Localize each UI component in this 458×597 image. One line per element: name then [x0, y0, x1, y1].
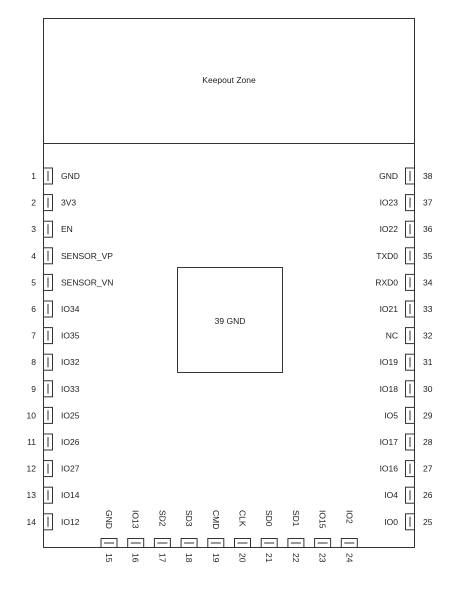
pin-number: 27	[423, 463, 433, 474]
pin-number: 8	[31, 357, 36, 368]
right-pin	[380, 221, 433, 237]
pin-label: NC	[385, 330, 398, 341]
pin-number: 28	[423, 437, 433, 447]
pin-number: 5	[31, 277, 36, 288]
pin-number: 21	[264, 553, 275, 563]
pin-number: 38	[423, 171, 433, 181]
pin-pad	[406, 461, 415, 477]
left-pin	[31, 248, 113, 264]
pin-pad	[261, 539, 277, 548]
pin-label: IO4	[384, 490, 398, 501]
pin-label: IO0	[384, 516, 398, 527]
pin-number: 11	[27, 437, 36, 447]
pin-label: IO34	[61, 304, 80, 314]
pin-label: IO26	[61, 437, 80, 447]
pin-pad	[44, 168, 53, 184]
right-pin	[380, 301, 433, 317]
pin-number: 10	[26, 410, 36, 421]
right-pin	[375, 274, 432, 290]
pin-pad	[406, 248, 415, 264]
pin-label: SENSOR_VN	[61, 277, 114, 288]
right-pin	[376, 248, 432, 264]
pin-number: 33	[423, 304, 433, 314]
bottom-pin	[181, 510, 197, 563]
pin-pad	[44, 514, 53, 530]
pin-pad	[406, 328, 415, 344]
bottom-pin	[208, 510, 224, 563]
pin-pad	[235, 539, 251, 548]
pin-label: IO32	[61, 357, 80, 368]
pin-pad	[406, 487, 415, 503]
pin-pad	[44, 301, 53, 317]
pin-number: 31	[423, 357, 433, 368]
left-pin	[31, 274, 113, 290]
right-pin	[380, 434, 433, 450]
pin-number: 30	[423, 383, 433, 394]
pin-number: 6	[31, 304, 36, 314]
right-pin	[386, 328, 433, 344]
pin-pad	[208, 539, 224, 548]
pin-label: IO35	[61, 330, 80, 341]
pin-number: 17	[157, 553, 168, 563]
pin-pad	[44, 407, 53, 423]
left-pin	[31, 328, 79, 344]
bottom-pin	[235, 510, 251, 563]
pin-label: IO19	[379, 357, 398, 368]
pin-number: 3	[31, 224, 36, 235]
right-pin-column	[375, 168, 432, 530]
pin-number: 20	[237, 553, 248, 563]
pin-pad	[44, 274, 53, 290]
left-pin	[31, 381, 79, 397]
pin-pad	[315, 539, 331, 548]
bottom-pin	[288, 510, 304, 563]
pin-number: 34	[423, 277, 433, 288]
pin-pad	[406, 434, 415, 450]
pin-number: 26	[423, 490, 433, 501]
bottom-pin	[128, 510, 144, 563]
pin-label: IO33	[61, 383, 80, 394]
bottom-pin	[315, 510, 331, 563]
pin-number: 22	[290, 553, 301, 563]
pin-label: IO23	[379, 197, 398, 208]
pin-label: IO2	[344, 510, 355, 524]
right-pin	[384, 487, 432, 503]
pin-pad	[44, 221, 53, 237]
pin-pad	[44, 354, 53, 370]
pin-label: GND	[379, 171, 398, 181]
left-pin	[27, 434, 80, 450]
left-pin	[27, 461, 80, 477]
pin-number: 23	[317, 553, 328, 563]
pin-number: 24	[344, 553, 355, 563]
pin-label: GND	[61, 171, 80, 181]
pin-pad	[288, 539, 304, 548]
pin-number: 18	[184, 553, 195, 563]
pin-label: SD1	[290, 510, 301, 527]
left-pin	[31, 301, 79, 317]
pin-label: SD3	[184, 510, 195, 527]
pin-pad	[406, 168, 415, 184]
pin-label: IO16	[379, 463, 398, 474]
left-pin	[27, 407, 80, 423]
pin-number: 2	[31, 197, 36, 208]
pin-number: 13	[26, 490, 36, 501]
pin-label: SD0	[264, 510, 275, 527]
pin-pad	[406, 514, 415, 530]
bottom-pin-row	[101, 510, 357, 563]
left-pin	[31, 354, 79, 370]
right-pin	[380, 195, 433, 211]
pin-pad	[406, 274, 415, 290]
pin-number: 9	[31, 383, 36, 394]
pin-pad	[128, 539, 144, 548]
center-ground-pad-label: 39 GND	[214, 316, 246, 326]
pin-pad	[101, 539, 117, 548]
pin-number: 12	[26, 463, 36, 474]
pin-pad	[406, 407, 415, 423]
pin-pad	[406, 354, 415, 370]
right-pin	[379, 168, 433, 184]
pin-number: 4	[31, 250, 36, 261]
bottom-pin	[154, 510, 170, 563]
right-pin	[380, 461, 433, 477]
pin-label: IO22	[379, 224, 398, 235]
right-pin	[384, 514, 432, 530]
right-pin	[384, 407, 432, 423]
pin-pad	[44, 381, 53, 397]
bottom-pin	[261, 510, 277, 563]
left-pin	[31, 221, 73, 237]
pin-label: EN	[61, 224, 73, 235]
pin-pad	[44, 195, 53, 211]
pin-label: IO15	[317, 510, 328, 529]
pin-label: IO14	[61, 490, 80, 501]
pin-label: IO5	[384, 410, 398, 421]
pin-pad	[181, 539, 197, 548]
pin-label: IO17	[379, 437, 398, 447]
bottom-pin	[101, 510, 117, 563]
pin-pad	[406, 221, 415, 237]
pin-pad	[341, 539, 357, 548]
keepout-zone-label: Keepout Zone	[202, 75, 256, 85]
pin-label: IO27	[61, 463, 80, 474]
pin-number: 16	[130, 553, 141, 563]
pin-label: IO21	[379, 304, 398, 314]
right-pin	[380, 354, 433, 370]
pin-label: 3V3	[61, 197, 77, 208]
pin-label: RXD0	[375, 277, 398, 288]
pin-label: SD2	[157, 510, 168, 527]
pin-pad	[406, 381, 415, 397]
left-pin	[27, 514, 80, 530]
pin-label: IO12	[61, 516, 80, 527]
left-pin	[27, 487, 80, 503]
pin-pad	[154, 539, 170, 548]
pin-label: IO18	[379, 383, 398, 394]
right-pin	[380, 381, 433, 397]
pin-number: 1	[31, 171, 36, 181]
pin-label: IO25	[61, 410, 80, 421]
pin-number: 14	[26, 516, 36, 527]
pin-number: 25	[423, 516, 433, 527]
pin-pad	[406, 195, 415, 211]
pin-pad	[44, 461, 53, 477]
left-pin	[31, 168, 80, 184]
pin-label: SENSOR_VP	[61, 250, 113, 261]
pin-label: CMD	[210, 510, 221, 530]
pin-number: 32	[423, 330, 433, 341]
pin-number: 19	[210, 553, 221, 563]
pin-label: GND	[104, 510, 114, 529]
pin-label: CLK	[237, 510, 248, 527]
pin-pad	[406, 301, 415, 317]
pin-number: 29	[423, 410, 433, 421]
pin-label: TXD0	[376, 250, 398, 261]
pin-pad	[44, 434, 53, 450]
pin-pad	[44, 487, 53, 503]
pin-number: 7	[31, 330, 36, 341]
left-pin-column	[27, 168, 114, 530]
pin-number: 35	[423, 250, 433, 261]
pin-number: 36	[423, 224, 433, 235]
pin-pad	[44, 248, 53, 264]
pin-pad	[44, 328, 53, 344]
bottom-pin	[341, 510, 357, 563]
left-pin	[31, 195, 76, 211]
pin-label: IO13	[130, 510, 141, 529]
pin-number: 37	[423, 197, 433, 208]
pin-number: 15	[104, 553, 114, 563]
